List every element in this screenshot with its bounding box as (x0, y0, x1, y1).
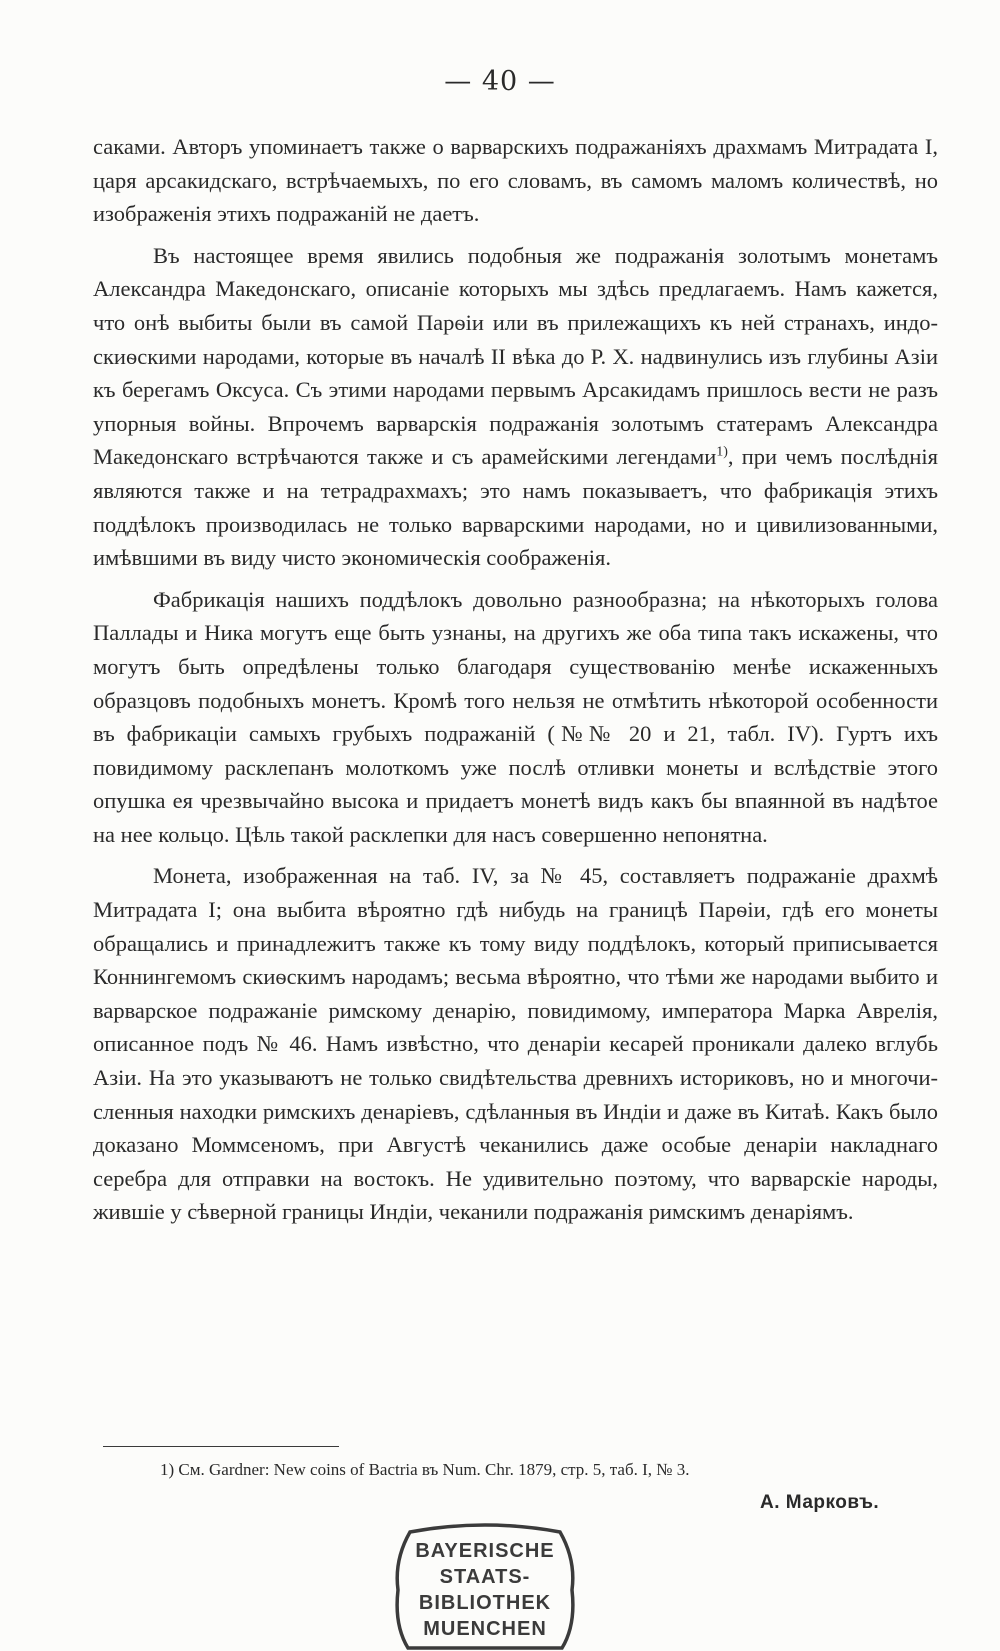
footnote-divider (103, 1446, 339, 1447)
stamp-line-2: STAATS- (439, 1566, 531, 1588)
stamp-line-3: BIBLIOTHEK (418, 1592, 552, 1614)
paragraph-2-part-a: Въ настоящее время явились подобныя же подражанія золотымъ монетамъ Александра Македонскаго, описаніе которыхъ мы здѣсь предлагаемъ. Намъ кажется, что онѣ выбиты были въ самой Парѳіи или въ прилежащихъ къ ней странахъ, индо-скиѳскими народами, которые въ началѣ II вѣка до Р. Х. надвинулись изъ глубины Азіи къ берегамъ Оксуса. Съ этими народами первымъ Арсакидамъ пришлось вести не разъ упорныя войны. Впрочемъ варварскія подражанія золотымъ статерамъ Александра Македонскаго встрѣчаются также и съ арамейскими легендами (93, 242, 938, 470)
paragraph-3: Фабрикація нашихъ поддѣлокъ довольно разнообразна; на нѣкоторыхъ голова Паллады и Ника могутъ еще быть узнаны, на другихъ же оба типа такъ искажены, что могутъ быть опредѣлены только благодаря существованію менѣе искаженныхъ образцовъ подобныхъ монетъ. Кромѣ того нельзя не отмѣтить нѣкоторой особенности въ фабрикаціи самыхъ грубыхъ подражаній (№№ 20 и 21, табл. IV). Гуртъ ихъ повидимому расклепанъ молоткомъ уже послѣ отливки монеты и вслѣдствіе этого опушка ея чрезвычайно высока и придаетъ монетѣ видъ какъ бы впаянной въ надѣтое на нее кольцо. Цѣль такой расклепки для насъ совершенно непонятна. (93, 586, 938, 847)
paragraph-2-part-b: , при чемъ послѣднія являются также и на тетрадрахмахъ; это намъ показываетъ, что фабрикація этихъ поддѣлокъ производилась не только варварскими народами, но и цивилизованными, имѣвшими въ виду чисто экономическія соображенія. (93, 444, 938, 571)
author-signature: А. Марковъ. (760, 1492, 880, 1513)
page-number: — 40 — (444, 66, 556, 97)
footnote-reference[interactable]: 1) (716, 444, 728, 460)
library-stamp-graphic (392, 1520, 578, 1651)
paragraph-4: Монета, изображенная на таб. IV, за № 45, составляетъ подражаніе драхмѣ Митрадата I; она выбита вѣроятно гдѣ нибудь на границѣ Парѳіи, гдѣ его монеты обращались и принадлежитъ также къ тому виду поддѣлокъ, который приписывается Коннингемомъ скиѳскимъ народамъ; весьма вѣроятно, что тѣми же народами выбито и варварское подражаніе римскому денарію, повидимому, императора Марка Аврелія, описанное подъ № 46. Намъ извѣстно, что денаріи кесарей проникали далеко вглубь Азіи. На это указываютъ не только свидѣтельства древнихъ историковъ, но и многочисленныя находки римскихъ денаріевъ, сдѣланныя въ Индіи и даже въ Китаѣ. Какъ было доказано Моммсеномъ, при Августѣ чеканились даже особые денаріи накладнаго серебра для отправки на востокъ. Не удивительно поэтому, что варварскіе народы, жившіе у сѣверной границы Индіи, чеканили подражанія римскимъ денаріямъ. (93, 863, 938, 1225)
paragraph-1: саками. Авторъ упоминаетъ также о варварскихъ подражаніяхъ драхмамъ Митрадата I, царя арсакидскаго, встрѣчаемыхъ, по его словамъ, въ самомъ маломъ количествѣ, но изображенія этихъ подражаній не даетъ. (93, 134, 938, 227)
body-text (93, 130, 938, 1237)
stamp-line-1: BAYERISCHE (415, 1540, 555, 1562)
paragraph-2 (93, 239, 938, 575)
footnote: 1) См. Gardner: New coins of Bactria въ Num. Chr. 1879, стр. 5, таб. I, № 3. (160, 1460, 690, 1479)
library-stamp (392, 1520, 578, 1651)
stamp-line-4: MUENCHEN (423, 1618, 547, 1640)
